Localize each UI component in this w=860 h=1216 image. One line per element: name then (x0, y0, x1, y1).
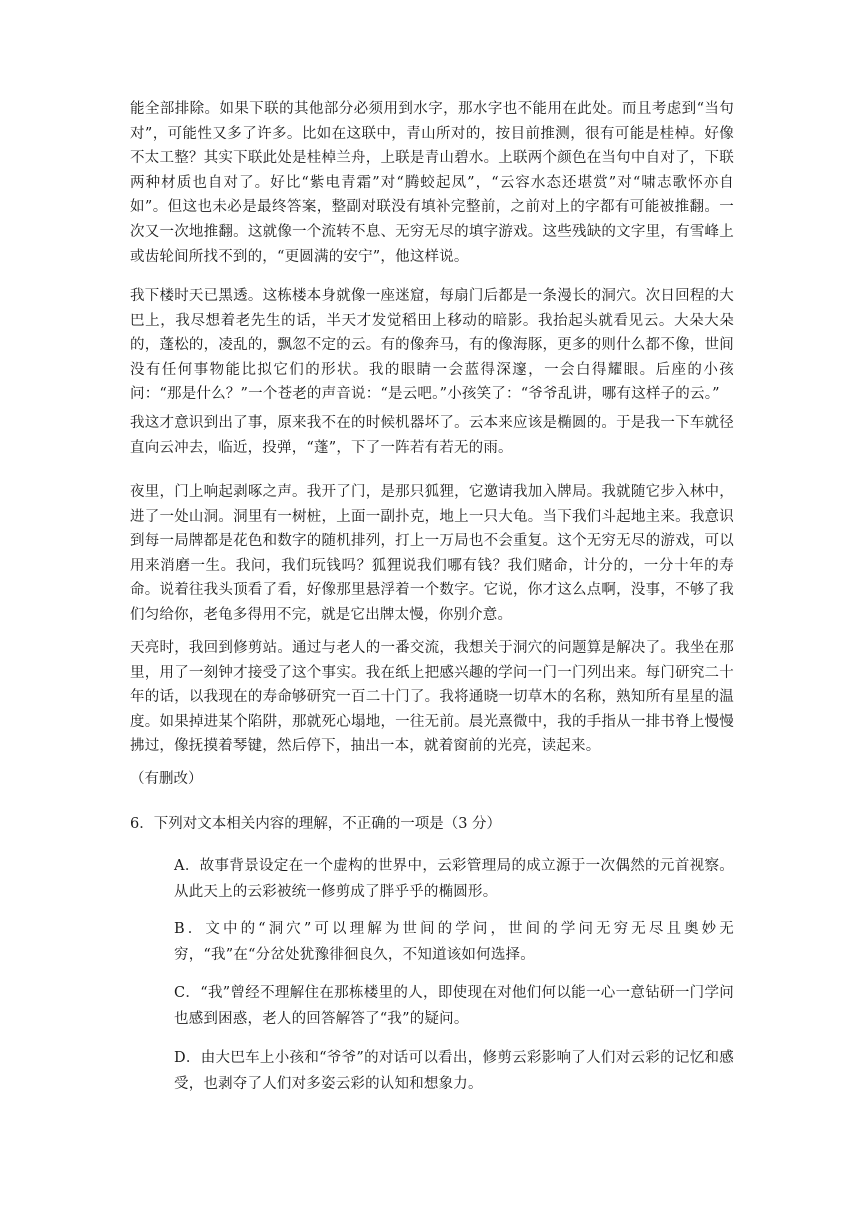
option-b: B．文中的“洞穴”可以理解为世间的学问，世间的学问无穷无尽且奥妙无穷，“我”在“分岔处犹豫徘徊良久，不知道该如何选择。 (174, 921, 734, 963)
source-note: （有删改） (130, 771, 203, 787)
option-c: C．“我”曾经不理解住在那栋楼里的人，即使现在对他们何以能一心一意钻研一门学问也感到困惑，老人的回答解答了“我”的疑问。 (174, 985, 734, 1027)
question-stem: 6．下列对文本相关内容的理解，不正确的一项是（3 分） (130, 816, 502, 832)
passage-paragraph-4: 夜里，门上响起剥啄之声。我开了门，是那只狐狸，它邀请我加入牌局。我就随它步入林中，进了一处山洞。洞里有一树桩，上面一副扑克，地上一只大龟。当下我们斗起地主来。我意识到每一局牌都是花色和数字的随机排列，打上一万局也不会重复。这个无穷无尽的游戏，可以用来消磨一生。我问，我们玩钱吗？狐狸说我们哪有钱？我们赌命，计分的，一分十年的寿命。说着往我头顶看了看，好像那里悬浮着一个数字。它说，你才这么点啊，没事，不够了我们匀给你，老龟多得用不完，就是它出牌太慢，你别介意。 (130, 484, 734, 623)
option-a: A．故事背景设定在一个虚构的世界中，云彩管理局的成立源于一次偶然的元首视察。从此天上的云彩被统一修剪成了胖乎乎的椭圆形。 (174, 858, 734, 900)
passage-paragraph-2: 我下楼时天已黑透。这栋楼本身就像一座迷窟，每扇门后都是一条漫长的洞穴。次日回程的大巴上，我尽想着老先生的话，半天才发觉稻田上移动的暗影。我抬起头就看见云。大朵大朵的，蓬松的，凌乱的，飘忽不定的云。有的像奔马，有的像海豚，更多的则什么都不像，世间没有任何事物能比拟它们的形状。我的眼睛一会蓝得深邃，一会白得耀眼。后座的小孩问：“那是什么？”一个苍老的声音说：“是云吧。”小孩笑了：“爷爷乱讲，哪有这样子的云。” (130, 288, 734, 403)
option-d: D．由大巴车上小孩和“爷爷”的对话可以看出，修剪云彩影响了人们对云彩的记忆和感受，也剥夺了人们对多姿云彩的认知和想象力。 (174, 1050, 734, 1092)
passage-paragraph-3: 我这才意识到出了事，原来我不在的时候机器坏了。云本来应该是椭圆的。于是我一下车就径直向云冲去，临近，投弹，“蓬”，下了一阵若有若无的雨。 (130, 415, 734, 456)
passage-paragraph-5: 天亮时，我回到修剪站。通过与老人的一番交流，我想关于洞穴的问题算是解决了。我坐在那里，用了一刻钟才接受了这个事实。我在纸上把感兴趣的学问一门一门列出来。每门研究二十年的话，以我现在的寿命够研究一百二十门了。我将通晓一切草木的名称，熟知所有星星的温度。如果掉进某个陷阱，那就死心塌地，一往无前。晨光熹微中，我的手指从一排书脊上慢慢拂过，像抚摸着琴键，然后停下，抽出一本，就着窗前的光亮，读起来。 (130, 640, 734, 755)
passage-paragraph-1: 能全部排除。如果下联的其他部分必须用到水字，那水字也不能用在此处。而且考虑到“当句对”，可能性又多了许多。比如在这联中，青山所对的，按目前推测，很有可能是桂棹。好像不太工整？其实下联此处是桂棹兰舟，上联是青山碧水。上联两个颜色在当句中自对了，下联两种材质也自对了。好比“紫电青霜”对“腾蛟起凤”，“云容水态还堪赏”对“啸志歌怀亦自如”。但这也未必是最终答案，整副对联没有填补完整前，之前对上的字都有可能被推翻。一次又一次地推翻。这就像一个流转不息、无穷无尽的填字游戏。这些残缺的文字里，有雪峰上或齿轮间所找不到的，“更圆满的安宁”，他这样说。 (130, 101, 734, 265)
